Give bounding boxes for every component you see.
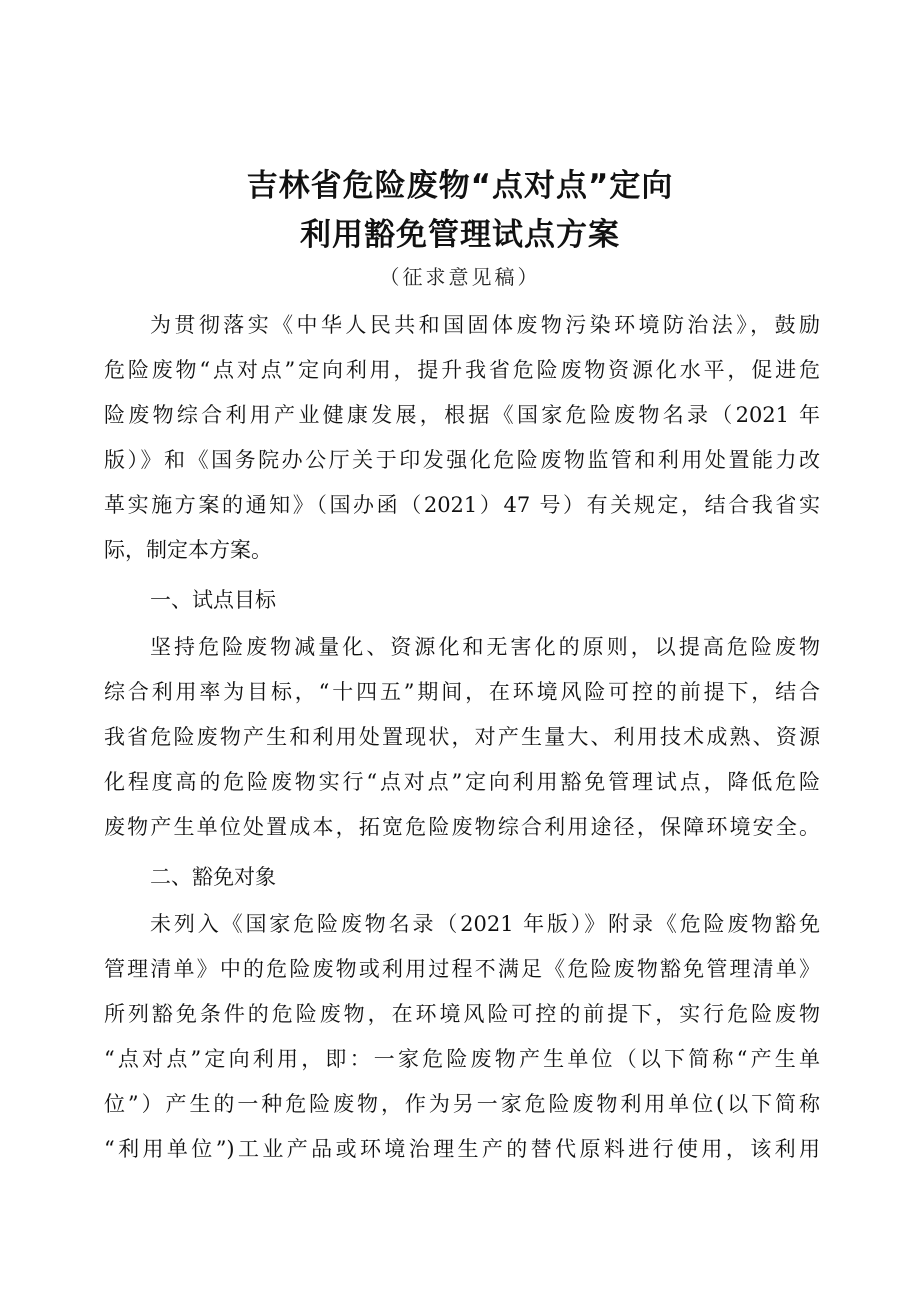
- document-title-line-2: 利用豁免管理试点方案: [300, 217, 620, 253]
- paragraph-3-line-2: 管理清单》中的危险废物或利用过程不满足《危险废物豁免管理清单》: [104, 957, 820, 981]
- paragraph-1-line-1: 为贯彻落实《中华人民共和国固体废物污染环境防治法》，鼓励: [150, 313, 820, 337]
- paragraph-1-line-3: 险废物综合利用产业健康发展，根据《国家危险废物名录（2021 年: [104, 403, 820, 427]
- paragraph-1-line-6: 际，制定本方案。: [104, 538, 272, 562]
- paragraph-3-line-4: “点对点”定向利用，即：一家危险废物产生单位（以下简称“产生单: [104, 1047, 820, 1071]
- paragraph-3-line-3: 所列豁免条件的危险废物，在环境风险可控的前提下，实行危险废物: [104, 1002, 820, 1026]
- paragraph-2-line-5: 废物产生单位处置成本，拓宽危险废物综合利用途径，保障环境安全。: [104, 815, 820, 839]
- document-subtitle: （征求意见稿）: [379, 265, 541, 289]
- paragraph-3-line-5: 位”）产生的一种危险废物，作为另一家危险废物利用单位(以下简称: [104, 1092, 820, 1116]
- section-1-heading: 一、试点目标: [150, 588, 276, 612]
- paragraph-1-line-5: 革实施方案的通知》（国办函（2021）47 号）有关规定，结合我省实: [104, 493, 820, 517]
- paragraph-2-line-2: 综合利用率为目标，“十四五”期间，在环境风险可控的前提下，结合: [104, 680, 820, 704]
- paragraph-2-line-1: 坚持危险废物减量化、资源化和无害化的原则，以提高危险废物: [150, 635, 820, 659]
- paragraph-3-line-1: 未列入《国家危险废物名录（2021 年版）》附录《危险废物豁免: [150, 912, 820, 936]
- section-2-heading: 二、豁免对象: [150, 865, 276, 889]
- paragraph-1-line-4: 版）》和《国务院办公厅关于印发强化危险废物监管和利用处置能力改: [104, 448, 820, 472]
- paragraph-3-line-6: “利用单位”)工业产品或环境治理生产的替代原料进行使用，该利用: [104, 1137, 820, 1161]
- document-title-line-1: 吉林省危险废物“点对点”定向: [246, 168, 674, 204]
- paragraph-2-line-4: 化程度高的危险废物实行“点对点”定向利用豁免管理试点，降低危险: [104, 770, 820, 794]
- paragraph-2-line-3: 我省危险废物产生和利用处置现状，对产生量大、利用技术成熟、资源: [104, 725, 820, 749]
- paragraph-1-line-2: 危险废物“点对点”定向利用，提升我省危险废物资源化水平，促进危: [104, 358, 820, 382]
